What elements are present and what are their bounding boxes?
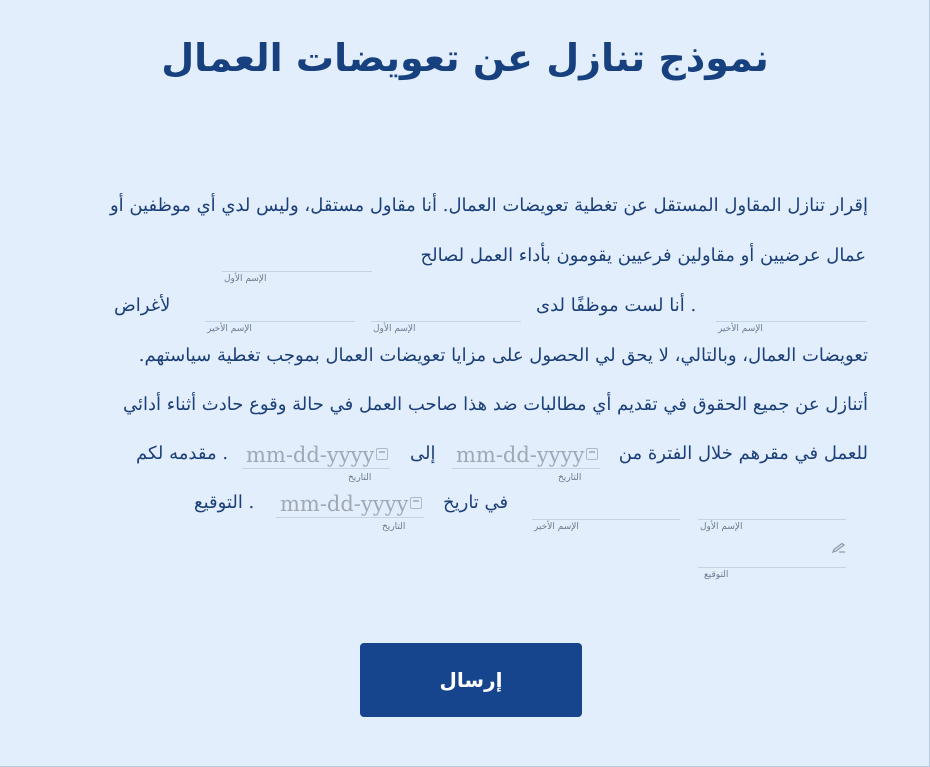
paragraph-line-6a: للعمل في مقرهم خلال الفترة من	[618, 443, 868, 464]
signer-last-name-field[interactable]	[532, 519, 680, 520]
paragraph-line-1: إقرار تنازل المقاول المستقل عن تغطية تعويضات العمال. أنا مقاول مستقل، وليس لدي أي موظفين أو	[109, 195, 868, 216]
paragraph-line-2: عمال عرضيين أو مقاولين فرعيين يقومون بأداء العمل لصالح	[420, 245, 866, 266]
contractor-last-name-field[interactable]	[205, 321, 355, 322]
signature-pad[interactable]	[698, 528, 846, 568]
paragraph-line-7a: في تاريخ	[443, 492, 509, 513]
sign-date-input[interactable]	[276, 490, 424, 518]
start-date-input[interactable]	[452, 441, 600, 469]
signer-last-name-label: الإسم الأخير	[534, 522, 579, 532]
signature-label: التوقيع	[704, 570, 729, 580]
contractor-last-name-label: الإسم الأخير	[207, 324, 252, 334]
employer-last-name-label: الإسم الأخير	[718, 324, 763, 334]
calendar-icon	[410, 497, 422, 509]
employer-first-name-field[interactable]	[222, 271, 372, 272]
contractor-first-name-field[interactable]	[371, 321, 521, 322]
start-date-placeholder: mm-dd-yyyy	[456, 443, 585, 467]
sign-date-placeholder: mm-dd-yyyy	[280, 492, 409, 516]
paragraph-line-6c: . مقدمه لكم	[136, 443, 229, 464]
paragraph-line-3a: . أنا لست موظفًا لدى	[536, 295, 697, 316]
signer-first-name-label: الإسم الأول	[700, 522, 743, 532]
paragraph-line-6b: إلى	[410, 443, 436, 464]
paragraph-line-5: أتنازل عن جميع الحقوق في تقديم أي مطالبات ضد هذا صاحب العمل في حالة وقوع حادث أثناء أدائي	[122, 394, 868, 415]
signer-first-name-field[interactable]	[698, 519, 846, 520]
calendar-icon	[376, 448, 388, 460]
end-date-input[interactable]	[242, 441, 390, 469]
paragraph-line-4: تعويضات العمال، وبالتالي، لا يحق لي الحصول على مزايا تعويضات العمال بموجب تغطية سياستهم.	[138, 345, 868, 366]
calendar-icon	[586, 448, 598, 460]
employer-last-name-field[interactable]	[716, 321, 866, 322]
end-date-label: التاريخ	[348, 473, 372, 483]
sign-date-label: التاريخ	[382, 522, 406, 532]
end-date-placeholder: mm-dd-yyyy	[246, 443, 375, 467]
employer-first-name-label: الإسم الأول	[224, 274, 267, 284]
contractor-first-name-label: الإسم الأول	[373, 324, 416, 334]
pen-icon	[832, 543, 846, 553]
start-date-label: التاريخ	[558, 473, 582, 483]
submit-button[interactable]: إرسال	[360, 643, 582, 717]
paragraph-line-3b: لأغراض	[114, 295, 171, 316]
paragraph-line-7b: . التوقيع	[194, 492, 255, 513]
form-title: نموذج تنازل عن تعويضات العمال	[161, 36, 769, 80]
